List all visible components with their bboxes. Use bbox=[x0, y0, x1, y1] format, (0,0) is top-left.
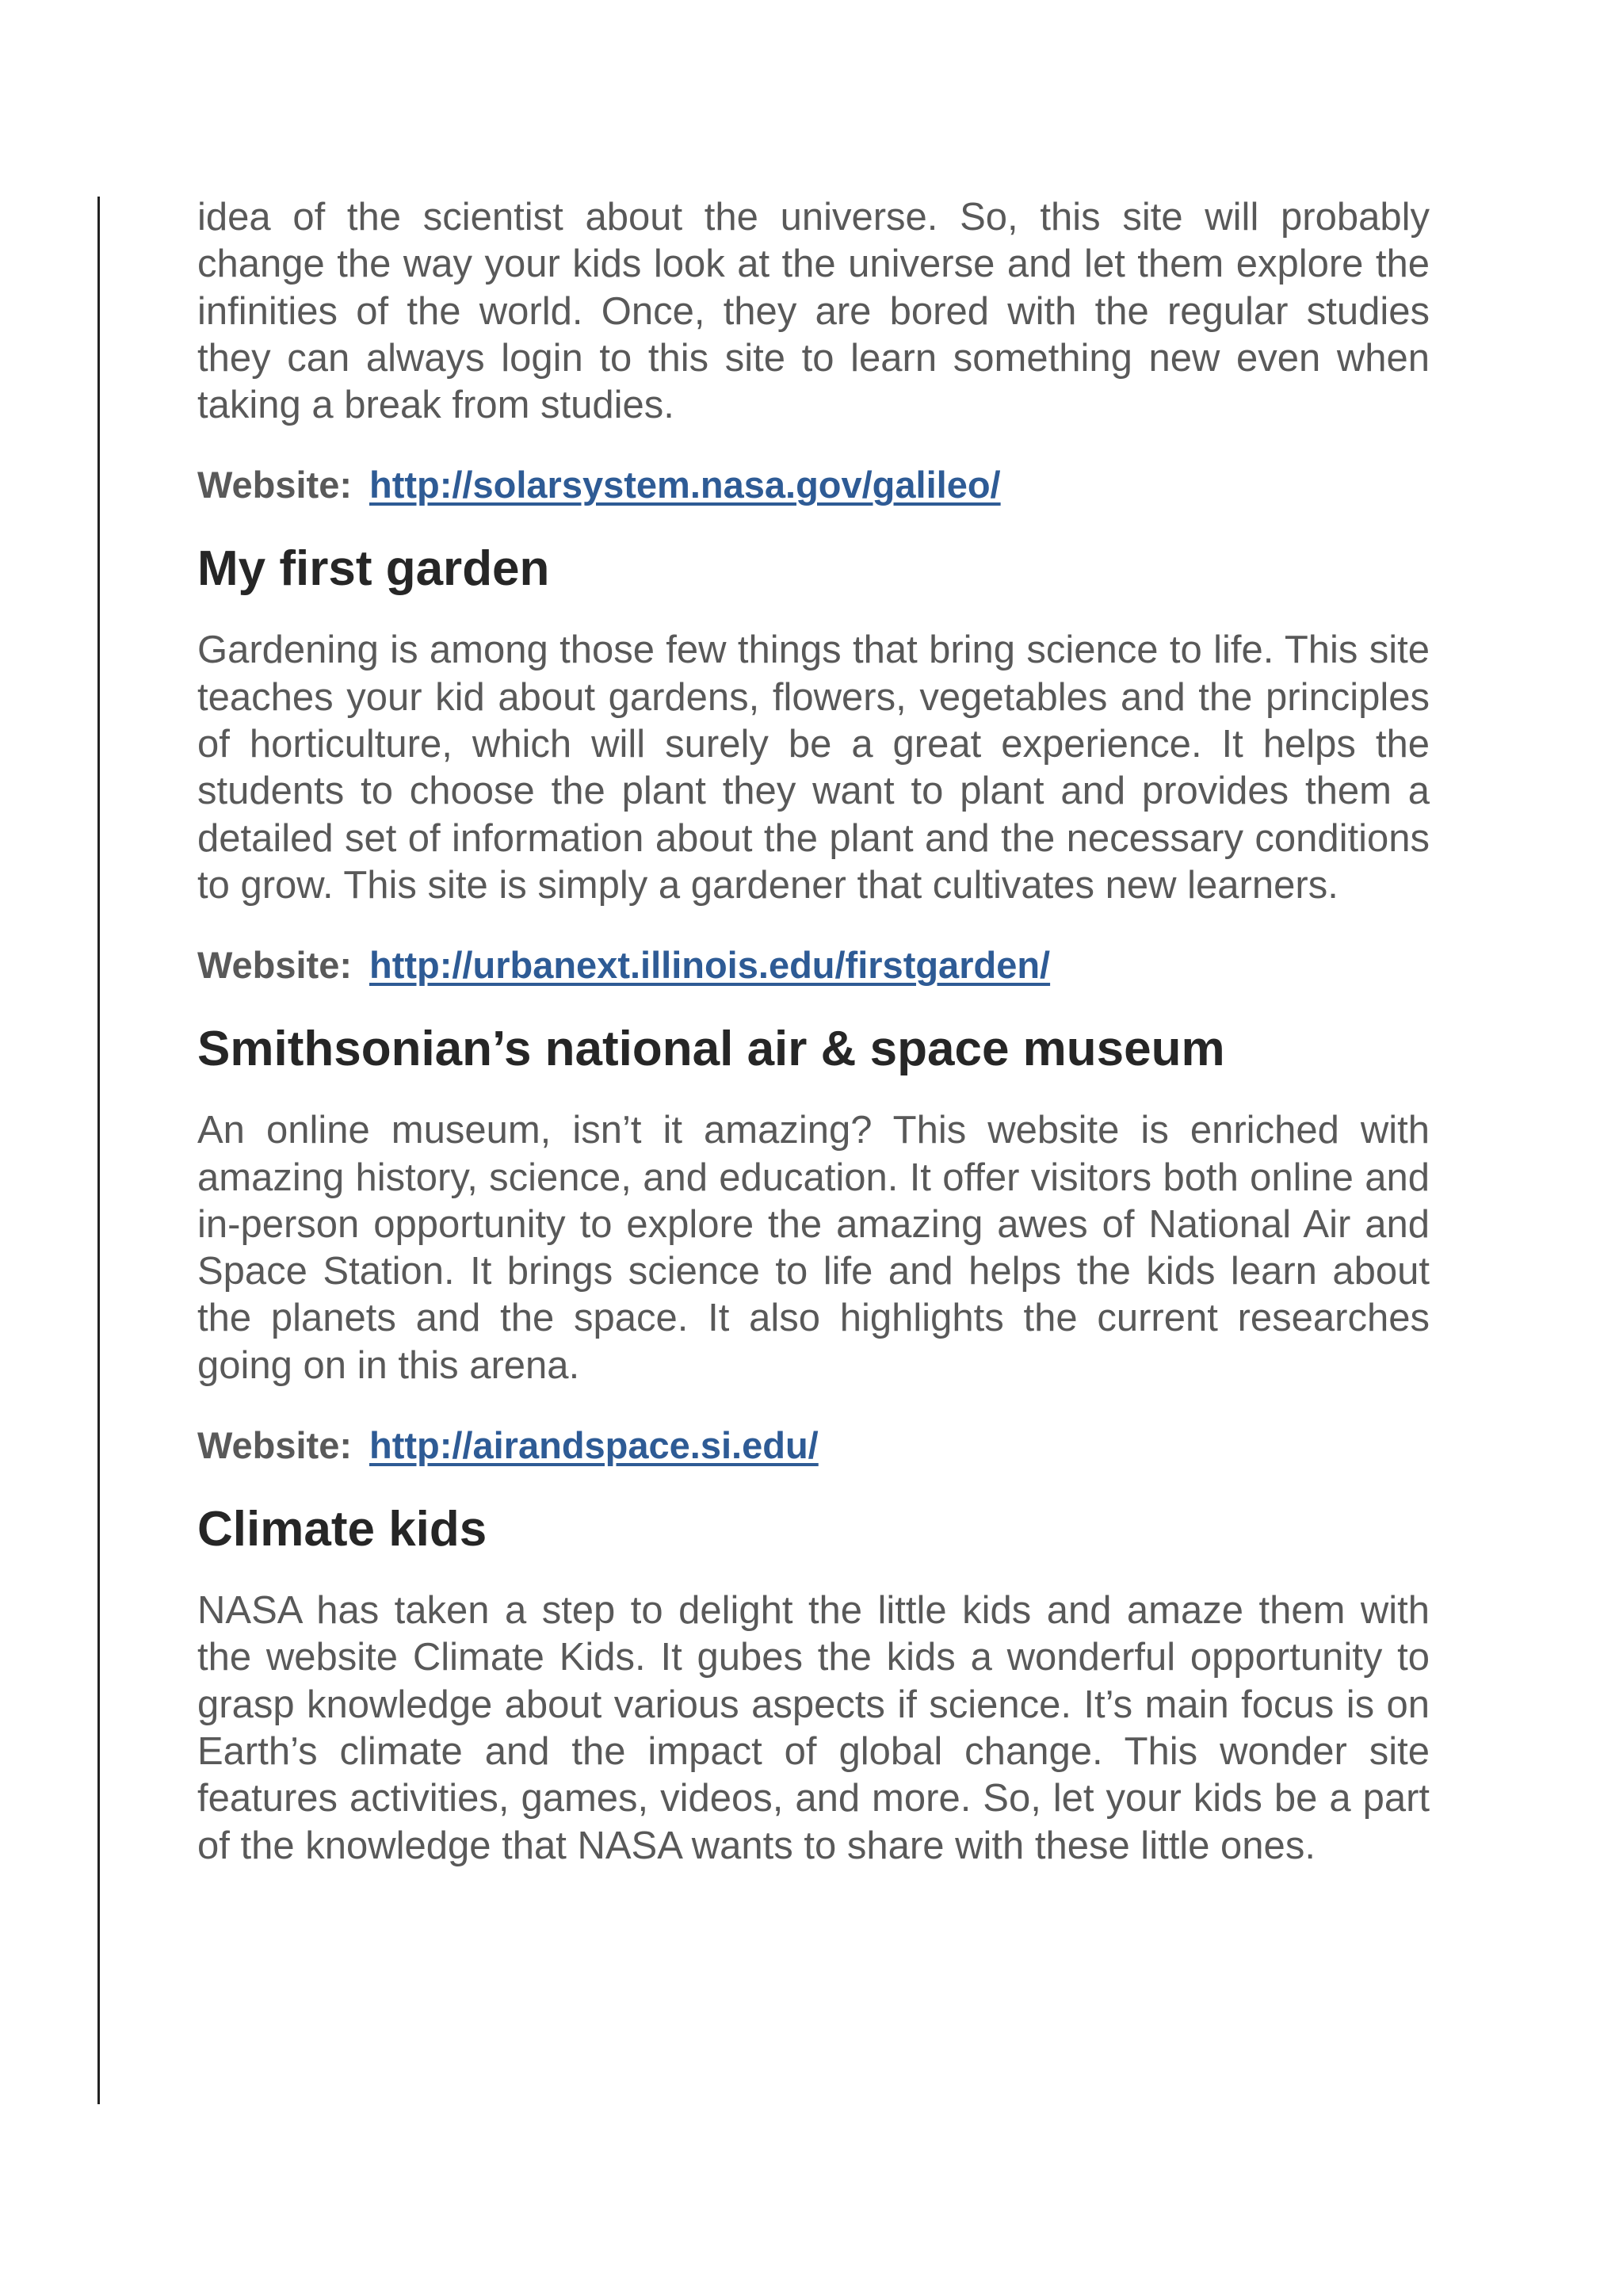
website-label: Website: bbox=[197, 464, 352, 506]
website-label: Website: bbox=[197, 1424, 352, 1467]
website-line-first-garden bbox=[197, 942, 1430, 989]
website-link-air-space[interactable]: http://airandspace.si.edu/ bbox=[369, 1424, 819, 1467]
website-link-galileo[interactable]: http://solarsystem.nasa.gov/galileo/ bbox=[369, 464, 1001, 506]
section-paragraph-air-space-museum: An online museum, isn’t it amazing? This website is enriched with amazing history, science, and education. It offer visitors both online and in-person opportunity to explore the amazing awes of National Air and Space Station. It brings science to life and helps the kids learn about the planets and the space. It also highlights the current researches going on in this arena. bbox=[197, 1109, 1430, 1387]
website-label: Website: bbox=[197, 944, 352, 987]
section-title-air-space-museum: Smithsonian’s national air & space museum bbox=[197, 1022, 1225, 1077]
website-link-first-garden[interactable]: http://urbanext.illinois.edu/firstgarden/ bbox=[369, 944, 1051, 987]
margin-rule bbox=[97, 197, 100, 2104]
section-paragraph-climate-kids: NASA has taken a step to delight the little kids and amaze them with the website Climate Kids. It gubes the kids a wonderful opportunity to grasp knowledge about various aspects if science. It’s main focus is on Earth’s climate and the impact of global change. This wonder site features activities, games, videos, and more. So, let your kids be a part of the knowledge that NASA wants to share with these little ones. bbox=[197, 1589, 1430, 1867]
intro-paragraph: idea of the scientist about the universe. So, this site will probably change the way your kids look at the universe and let them explore the infinities of the world. Once, they are bored with the regular studies they can always login to this site to learn something new even when taking a break from studies. bbox=[197, 196, 1430, 427]
section-title-climate-kids: Climate kids bbox=[197, 1502, 487, 1557]
section-title-my-first-garden: My first garden bbox=[197, 541, 550, 597]
website-line-galileo bbox=[197, 461, 1430, 509]
section-paragraph-my-first-garden: Gardening is among those few things that bring science to life. This site teaches your kid about gardens, flowers, vegetables and the principles of horticulture, which will surely be a great experience. It helps the students to choose the plant they want to plant and provides them a detailed set of information about the plant and the necessary conditions to grow. This site is simply a gardener that cultivates new learners. bbox=[197, 628, 1430, 907]
website-line-air-space bbox=[197, 1422, 1430, 1469]
page-content bbox=[197, 194, 1430, 1870]
